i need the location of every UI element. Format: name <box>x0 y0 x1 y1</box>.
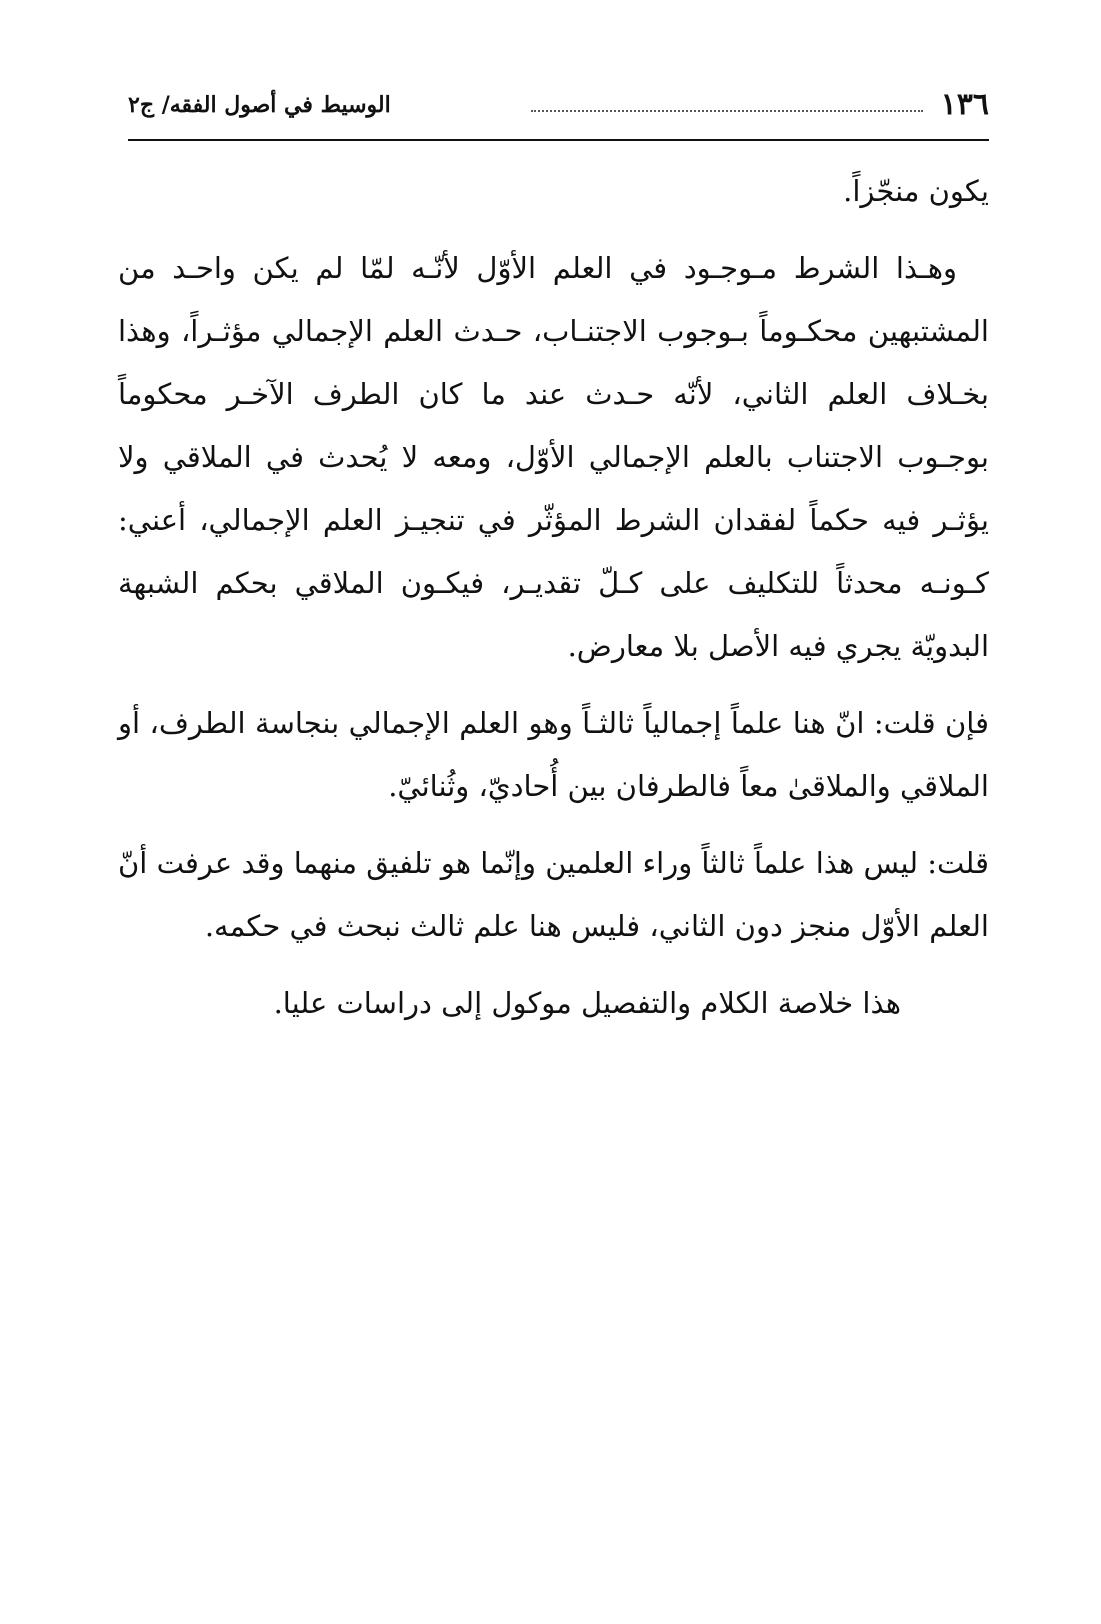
book-title: الوسيط في أصول الفقه/ ج٢ <box>128 92 391 118</box>
paragraph-objection: فإن قلت: انّ هنا علماً إجمالياً ثالثـاً وهو العلم الإجمالي بنجاسة الطرف، أو الملاقي والملاقىٰ معاً فالطرفان بين أُحاديّ، وثُنائيّ. <box>118 706 989 803</box>
header-rule <box>128 139 989 141</box>
paragraph-summary: هذا خلاصة الكلام والتفصيل موكول إلى دراسات عليا. <box>273 986 901 1020</box>
paragraph-reply: قلت: ليس هذا علماً ثالثاً وراء العلمين وإنّما هو تلفيق منهما وقد عرفت أنّ العلم الأوّل منجز دون الثاني، فليس هنا علم ثالث نبحث في حكمه. <box>118 846 989 943</box>
page-number: ١٣٦ <box>940 87 989 122</box>
leader-dots <box>531 110 923 112</box>
page-body <box>118 160 989 1035</box>
paragraph-continuation: يكون منجّزاً. <box>843 174 989 208</box>
paragraph-condition: وهـذا الشرط مـوجـود في العلم الأوّل لأنّـه لمّا لم يكن واحـد من المشتبهين محكـوماً بـوجوب الاجتنـاب، حـدث العلم الإجمالي مؤثـراً، وهذا بخـلاف العلم الثاني، لأنّه حـدث عند ما كان الطرف الآخـر محكوماً بوجـوب الاجتناب بالعلم الإجمالي الأوّل، ومعه لا يُحدث في الملاقي ولا يؤثـر فيه حكماً لفقدان الشرط المؤثّر في تنجيـز العلم الإجمالي، أعني: كـونـه محدثاً للتكليف على كـلّ تقديـر، فيكـون الملاقي بحكم الشبهة البدويّة يجري فيه الأصل بلا معارض. <box>118 251 989 663</box>
running-head <box>128 80 989 130</box>
